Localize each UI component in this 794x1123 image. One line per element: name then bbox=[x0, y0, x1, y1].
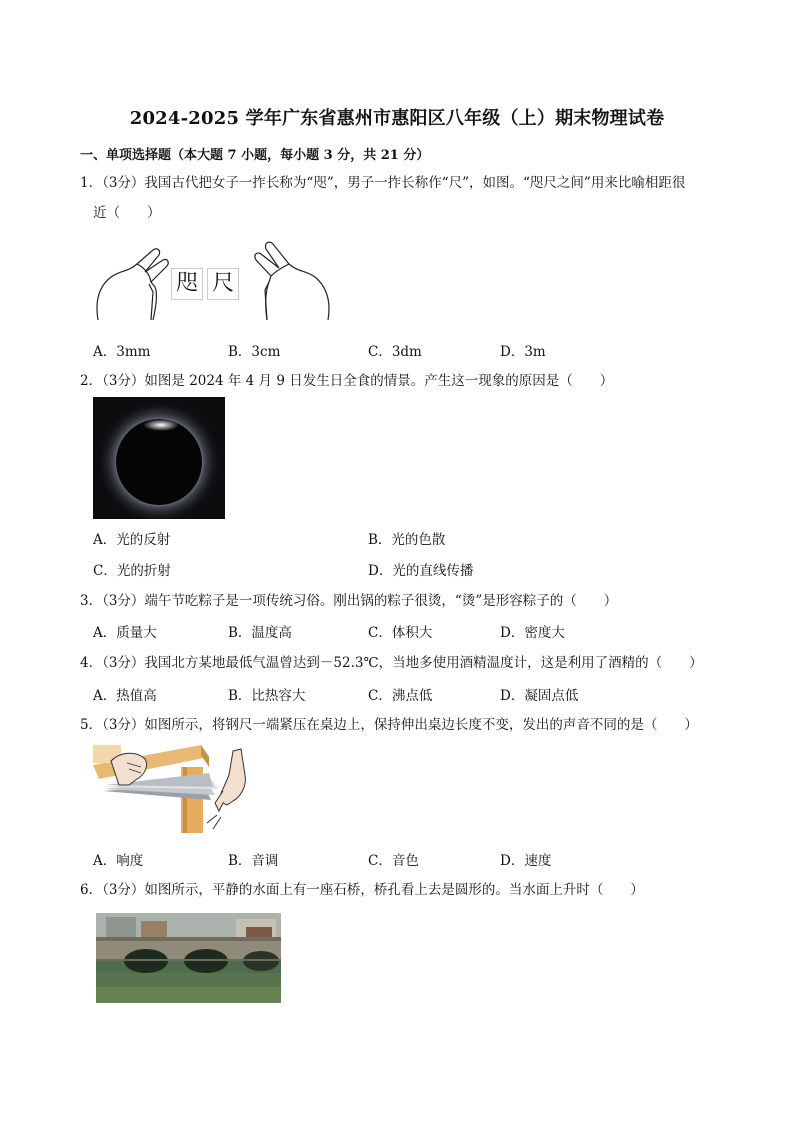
question-4-options bbox=[93, 684, 713, 704]
question-2 bbox=[80, 370, 720, 392]
option-b[interactable]: B．音调 bbox=[228, 853, 279, 869]
question-1-stem-cont: 近（ ） bbox=[93, 205, 161, 221]
option-b[interactable]: B．光的色散 bbox=[368, 532, 446, 548]
question-5 bbox=[80, 714, 720, 736]
question-2-figure bbox=[93, 397, 225, 519]
option-c[interactable]: C．光的折射 bbox=[93, 563, 171, 579]
question-2-options-row-2 bbox=[93, 559, 713, 579]
stone-bridge-photo bbox=[96, 913, 281, 1003]
option-a[interactable]: A．质量大 bbox=[93, 625, 157, 641]
option-c[interactable]: C．3dm bbox=[368, 344, 422, 360]
option-b[interactable]: B．比热容大 bbox=[228, 688, 306, 704]
question-6 bbox=[80, 879, 720, 901]
exam-title: 2024-2025 学年广东省惠州市惠阳区八年级（上）期末物理试卷 bbox=[129, 108, 665, 129]
question-6-stem: 6．（3分）如图所示，平静的水面上有一座石桥，桥孔看上去是圆形的。当水面上升时（ ） bbox=[80, 882, 644, 898]
question-5-stem: 5．（3分）如图所示，将钢尺一端紧压在桌边上，保持伸出桌边长度不变，发出的声音不同的是（ ） bbox=[80, 717, 698, 733]
option-d[interactable]: D．凝固点低 bbox=[500, 688, 579, 704]
option-a[interactable]: A．热值高 bbox=[93, 688, 157, 704]
option-b[interactable]: B．3cm bbox=[228, 344, 281, 360]
question-1-stem: 1．（3分）我国古代把女子一拃长称为“咫”，男子一拃长称作“尺”，如图。“咫尺之间”用来比喻相距很 bbox=[80, 175, 686, 191]
question-4 bbox=[80, 652, 720, 674]
solar-eclipse-photo bbox=[93, 397, 225, 519]
question-6-figure bbox=[96, 913, 281, 1003]
figure-char-chi: 尺 bbox=[207, 268, 239, 300]
option-d[interactable]: D．密度大 bbox=[500, 625, 565, 641]
option-d[interactable]: D．速度 bbox=[500, 853, 552, 869]
question-2-options-row-1 bbox=[93, 528, 713, 548]
question-4-stem: 4．（3分）我国北方某地最低气温曾达到－52.3℃，当地多使用酒精温度计，这是利用了酒精的（ ） bbox=[80, 655, 703, 671]
section-heading: 一、单项选择题（本大题 7 小题，每小题 3 分，共 21 分） bbox=[80, 148, 430, 163]
option-c[interactable]: C．音色 bbox=[368, 853, 419, 869]
option-c[interactable]: C．沸点低 bbox=[368, 688, 433, 704]
option-a[interactable]: A．3mm bbox=[93, 344, 151, 360]
option-b[interactable]: B．温度高 bbox=[228, 625, 292, 641]
question-3 bbox=[80, 590, 720, 612]
question-2-stem: 2．（3分）如图是 2024 年 4 月 9 日发生日全食的情景。产生这一现象的原因是（ ） bbox=[80, 373, 614, 389]
option-d[interactable]: D．3m bbox=[500, 344, 546, 360]
option-a[interactable]: A．光的反射 bbox=[93, 532, 171, 548]
figure-char-zhi: 咫 bbox=[171, 268, 203, 300]
question-1 bbox=[80, 172, 720, 224]
question-5-figure bbox=[93, 745, 261, 833]
question-3-stem: 3．（3分）端午节吃粽子是一项传统习俗。刚出锅的粽子很烫，“烫”是形容粽子的（ ） bbox=[80, 593, 618, 609]
question-3-options bbox=[93, 621, 713, 641]
option-a[interactable]: A．响度 bbox=[93, 853, 144, 869]
option-d[interactable]: D．光的直线传播 bbox=[368, 563, 474, 579]
question-1-figure bbox=[93, 232, 343, 324]
option-c[interactable]: C．体积大 bbox=[368, 625, 433, 641]
question-1-options bbox=[93, 340, 713, 360]
steel-ruler-table-illustration bbox=[93, 745, 261, 833]
question-5-options bbox=[93, 849, 713, 869]
